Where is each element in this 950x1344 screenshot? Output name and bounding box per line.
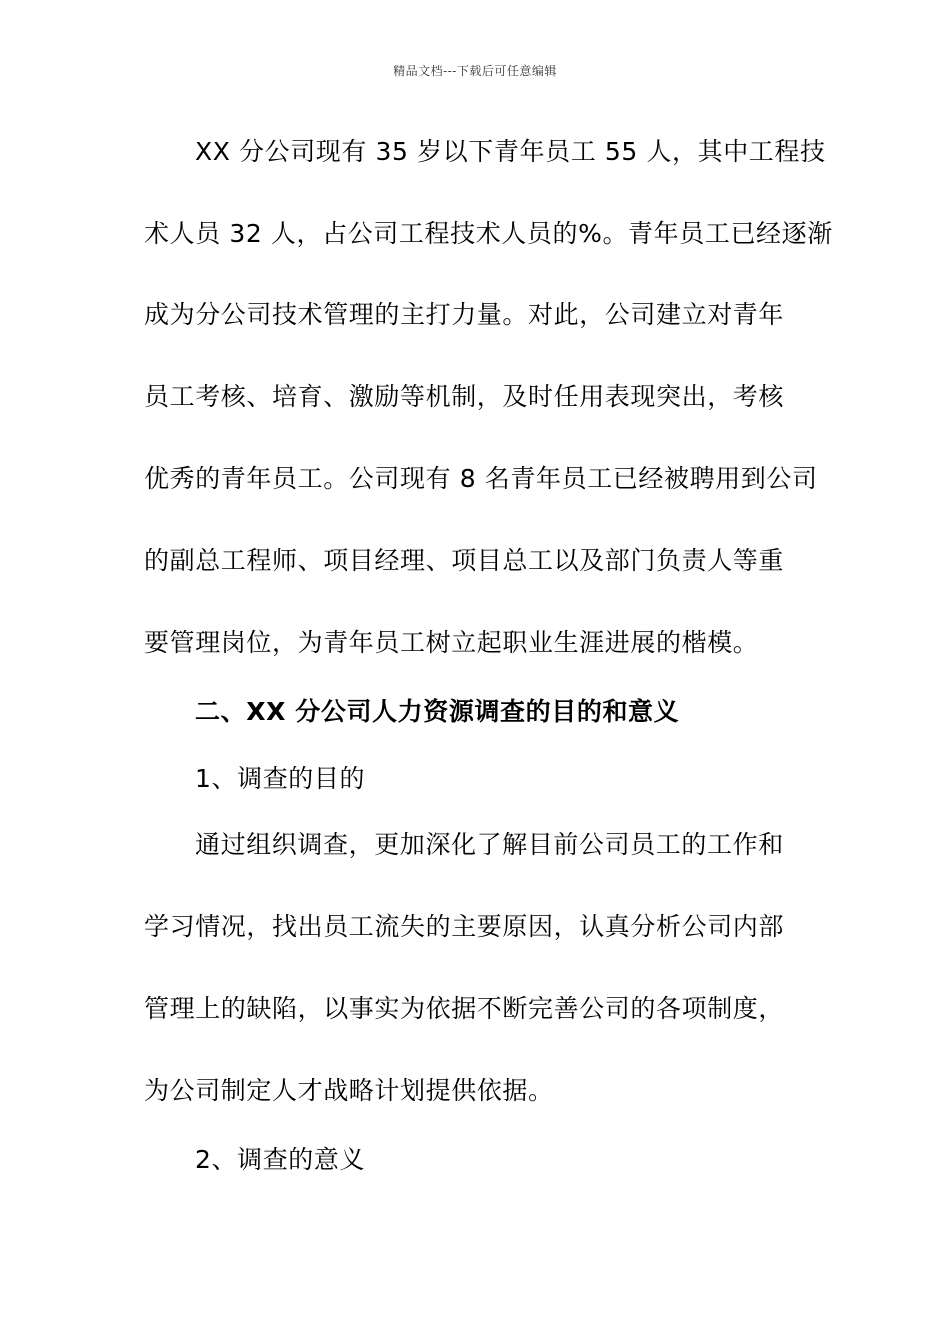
paragraph-line: XX 分公司现有 35 岁以下青年员工 55 人，其中工程技: [195, 137, 826, 166]
paragraph-line: 要管理岗位，为青年员工树立起职业生涯进展的楷模。: [144, 628, 759, 657]
paragraph-line: 的副总工程师、项目经理、项目总工以及部门负责人等重: [144, 546, 785, 575]
paragraph-line: 成为分公司技术管理的主打力量。对此，公司建立对青年: [144, 300, 785, 329]
subsection-title-purpose: 1、调查的目的: [195, 764, 366, 793]
paragraph-line: 管理上的缺陷，以事实为依据不断完善公司的各项制度，: [144, 994, 785, 1023]
paragraph-line: 通过组织调查，更加深化了解目前公司员工的工作和: [195, 830, 784, 859]
paragraph-line: 员工考核、培育、激励等机制，及时任用表现突出，考核: [144, 382, 785, 411]
paragraph-line: 优秀的青年员工。公司现有 8 名青年员工已经被聘用到公司: [144, 464, 818, 493]
paragraph-line: 为公司制定人才战略计划提供依据。: [144, 1076, 554, 1105]
subsection-title-significance: 2、调查的意义: [195, 1145, 366, 1174]
section-heading: 二、XX 分公司人力资源调查的目的和意义: [195, 697, 680, 726]
paragraph-line: 术人员 32 人，占公司工程技术人员的%。青年员工已经逐渐: [144, 219, 833, 248]
page-header: 精品文档---下载后可任意编辑: [393, 64, 557, 78]
paragraph-line: 学习情况，找出员工流失的主要原因，认真分析公司内部: [144, 912, 785, 941]
